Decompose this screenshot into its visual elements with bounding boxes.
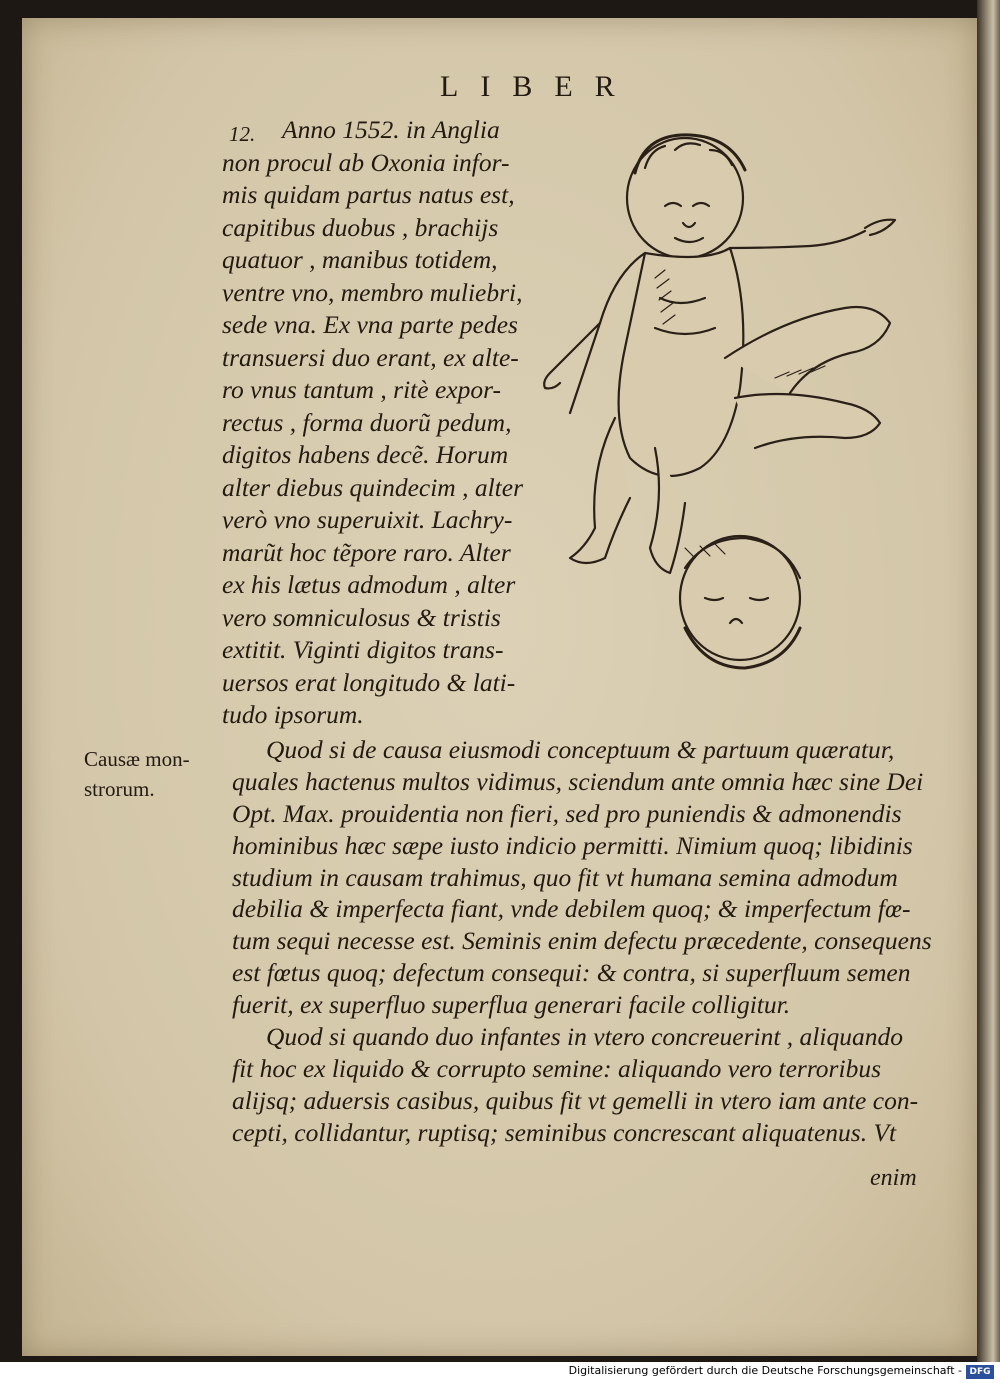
text-line: est fœtus quoq; defectum consequi: & contra, si superfluum semen — [232, 958, 911, 988]
text-line: Quod si de causa eiusmodi conceptuum & partuum quæratur, — [266, 735, 895, 764]
text-line: uersos erat longitudo & lati- — [222, 667, 516, 697]
body-text — [232, 734, 932, 1149]
text-line: transuersi duo erant, ex alte- — [222, 342, 519, 372]
text-line: hominibus hæc sæpe iusto indicio permitti. Nimium quoq; libidinis — [232, 830, 913, 860]
text-line: quales hactenus multos vidimus, sciendum ante omnia hæc sine Dei — [232, 766, 924, 796]
text-line: quatuor , manibus totidem, — [222, 245, 498, 274]
text-line: sede vna. Ex vna parte pedes — [222, 310, 518, 339]
text-line: non procul ab Oxonia infor- — [222, 147, 510, 177]
text-line: digitos habens decẽ. Horum — [222, 440, 509, 469]
entry-number: 12. — [229, 122, 256, 146]
text-line: fit hoc ex liquido & corrupto semine: aliquando vero terroribus — [232, 1053, 881, 1083]
text-line: studium in causam trahimus, quo fit vt humana semina admodum — [232, 862, 898, 892]
marginal-note — [84, 744, 190, 804]
marginal-note-line: strorum. — [84, 777, 155, 801]
text-line: Opt. Max. prouidentia non fieri, sed pro puniendis & admonendis — [232, 798, 902, 828]
catchword: enim — [870, 1165, 917, 1191]
first-paragraph — [222, 114, 542, 732]
text-line: verò vno superuixit. Lachry- — [222, 505, 513, 534]
text-line: ro vnus tantum , ritè expor- — [222, 375, 502, 404]
text-line: capitibus duobus , brachijs — [222, 212, 499, 242]
text-line: cepti, collidantur, ruptisq; seminibus concrescant aliquatenus. Vt — [232, 1117, 897, 1147]
text-line: Anno 1552. in Anglia — [282, 115, 500, 144]
running-head: LIBER — [440, 70, 637, 103]
text-line: ex his lætus admodum , alter — [222, 570, 516, 599]
text-line: alijsq; aduersis casibus, quibus fit vt gemelli in vtero iam ante con- — [232, 1085, 919, 1115]
text-line: marũt hoc tẽpore raro. Alter — [222, 537, 511, 567]
dfg-logo-icon[interactable]: DFG — [966, 1365, 994, 1379]
text-line: debilia & imperfecta fiant, vnde debilem quoq; & imperfectum fœ- — [232, 894, 911, 924]
text-line: extitit. Viginti digitos trans- — [222, 635, 504, 664]
text-line: tum sequi necesse est. Seminis enim defectu præcedente, consequens — [232, 926, 932, 956]
footer-credit: Digitalisierung gefördert durch die Deutsche Forschungsgemeinschaft - — [568, 1364, 962, 1377]
text-line: fuerit, ex superfluo superflua generari facile colligitur. — [232, 990, 791, 1020]
woodcut-conjoined-twins-icon — [535, 128, 920, 678]
text-line: ventre vno, membro muliebri, — [222, 277, 523, 307]
book-edge — [977, 0, 1000, 1362]
text-line: rectus , forma duorũ pedum, — [222, 407, 512, 437]
digitization-footer — [0, 1362, 1000, 1383]
text-line: vero somniculosus & tristis — [222, 602, 501, 632]
text-line: tudo ipsorum. — [222, 700, 364, 729]
text-line: Quod si quando duo infantes in vtero concreuerint , aliquando — [266, 1022, 903, 1052]
text-line: mis quidam partus natus est, — [222, 180, 515, 209]
text-line: alter diebus quindecim , alter — [222, 472, 523, 502]
marginal-note-line: Causæ mon- — [84, 747, 190, 771]
